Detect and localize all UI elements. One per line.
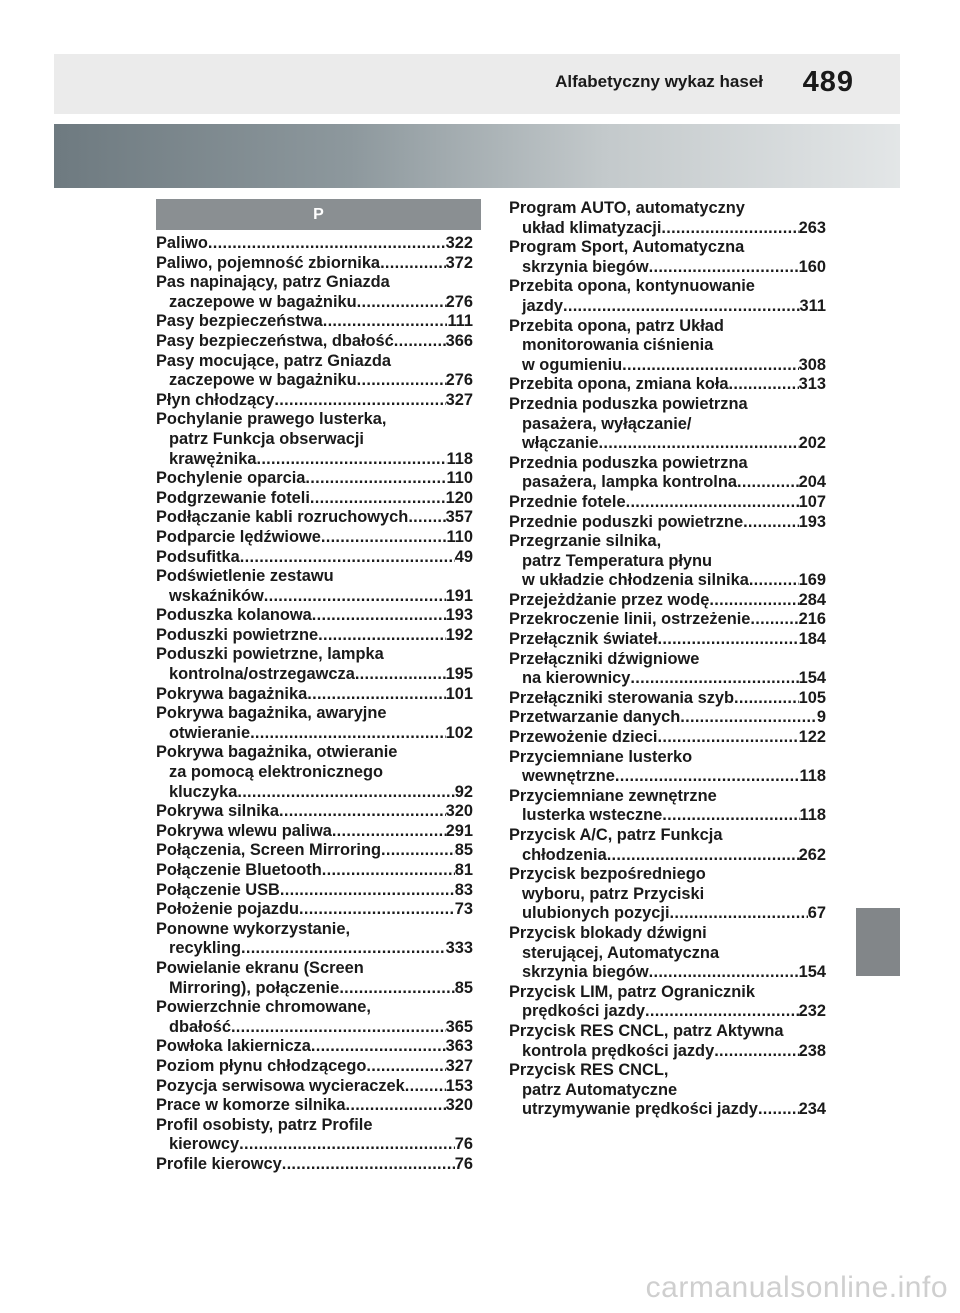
- entry-text: Program Sport, Automatyczna: [509, 238, 745, 257]
- entry-page: 363: [445, 1037, 473, 1056]
- index-entry: [156, 802, 473, 822]
- entry-page: 193: [798, 512, 826, 531]
- entry-text: Przełączniki dźwigniowe: [509, 649, 700, 668]
- dot-leader: [680, 708, 817, 728]
- entry-page: 101: [445, 684, 473, 703]
- dot-leader: [307, 685, 445, 705]
- entry-text: zaczepowe w bagażniku: [169, 371, 357, 390]
- entry-text: wyboru, patrz Przyciski: [522, 884, 705, 903]
- entry-page: 284: [798, 590, 826, 609]
- entry-text: Pokrywa bagażnika, awaryjne: [156, 704, 387, 723]
- entry-page: 322: [445, 234, 473, 252]
- entry-text: wewnętrzne: [522, 767, 615, 786]
- entry-text: dbałość: [169, 1017, 231, 1036]
- entry-text: Pokrywa bagażnika, otwieranie: [156, 743, 398, 762]
- entry-text: Program AUTO, automatyczny: [509, 199, 745, 217]
- index-entry: [156, 391, 473, 411]
- dot-leader: [734, 689, 799, 709]
- index-entry: [509, 689, 826, 709]
- dot-leader: [355, 665, 446, 685]
- entry-page: 327: [445, 390, 473, 409]
- dot-leader: [622, 356, 798, 376]
- dot-leader: [208, 234, 446, 254]
- entry-page: 49: [454, 547, 473, 566]
- dot-leader: [758, 1100, 799, 1120]
- index-entry: [509, 199, 826, 238]
- dot-leader: [250, 724, 446, 744]
- entry-text: Pokrywa silnika: [156, 802, 279, 821]
- dot-leader: [599, 434, 799, 454]
- dot-leader: [750, 610, 798, 630]
- entry-page: 92: [454, 782, 473, 801]
- entry-text: Płyn chłodzący: [156, 390, 275, 409]
- dot-leader: [256, 450, 446, 470]
- entry-page: 81: [454, 861, 473, 879]
- index-entry: [156, 273, 473, 312]
- entry-text: układ klimatyzacji: [522, 218, 662, 237]
- entry-text: Przebita opona, kontynuowanie: [509, 277, 755, 296]
- index-entry: [509, 513, 826, 533]
- index-entry: [156, 312, 473, 332]
- entry-text: Połączenie USB: [156, 880, 280, 899]
- entry-page: 234: [798, 1100, 826, 1119]
- entry-page: 122: [798, 728, 826, 747]
- entry-text: Przycisk RES CNCL,: [509, 1061, 669, 1080]
- index-column-left: [156, 234, 473, 1175]
- entry-text: prędkości jazdy: [522, 1002, 645, 1021]
- dot-leader: [737, 473, 799, 493]
- entry-page: 118: [799, 767, 826, 786]
- entry-text: Pochylenie oparcia: [156, 469, 306, 488]
- entry-page: 154: [798, 963, 826, 982]
- entry-text: Podsufitka: [156, 547, 240, 566]
- dot-leader: [380, 254, 446, 274]
- index-entry: [156, 489, 473, 509]
- entry-page: 202: [798, 434, 826, 453]
- dot-leader: [615, 767, 800, 787]
- entry-page: 9: [816, 708, 826, 727]
- entry-page: 320: [445, 1096, 473, 1115]
- index-entry: [156, 469, 473, 489]
- entry-text: Przełączniki sterowania szyb: [509, 688, 735, 707]
- entry-text: Poduszki powietrzne: [156, 625, 319, 644]
- entry-text: Podświetlenie zestawu: [156, 567, 334, 586]
- entry-text: Ponowne wykorzystanie,: [156, 919, 351, 938]
- entry-text: kontrolna/ostrzegawcza: [169, 665, 355, 684]
- entry-page: 160: [798, 257, 826, 276]
- index-entry: [156, 1057, 473, 1077]
- dot-leader: [645, 1002, 799, 1022]
- dot-leader: [729, 375, 799, 395]
- entry-text: Przekroczenie linii, ostrzeżenie: [509, 610, 751, 629]
- entry-text: chłodzenia: [522, 845, 607, 864]
- entry-text: utrzymywanie prędkości jazdy: [522, 1100, 758, 1119]
- entry-text: kierowcy: [169, 1135, 240, 1154]
- index-entry: [156, 1037, 473, 1057]
- section-title: Alfabetyczny wykaz haseł: [555, 72, 763, 91]
- dot-leader: [241, 939, 446, 959]
- dot-leader: [649, 258, 799, 278]
- decorative-band: [54, 124, 900, 188]
- entry-page: 195: [445, 665, 473, 684]
- dot-leader: [332, 822, 446, 842]
- dot-leader: [658, 630, 799, 650]
- entry-text: jazdy: [522, 296, 563, 315]
- dot-leader: [299, 900, 455, 920]
- dot-leader: [239, 1135, 455, 1155]
- entry-text: Pasy bezpieczeństwa, dbałość: [156, 331, 394, 350]
- dot-leader: [323, 312, 448, 332]
- entry-page: 366: [445, 331, 473, 350]
- entry-page: 193: [445, 606, 473, 625]
- dot-leader: [339, 979, 454, 999]
- entry-page: 76: [454, 1154, 473, 1173]
- dot-leader: [240, 548, 455, 568]
- index-entry: [156, 743, 473, 802]
- entry-text: Profil osobisty, patrz Profile: [156, 1115, 373, 1134]
- dot-leader: [279, 802, 446, 822]
- entry-text: Powierzchnie chromowane,: [156, 998, 371, 1017]
- entry-text: ulubionych pozycji: [522, 904, 670, 923]
- entry-text: Profile kierowcy: [156, 1154, 282, 1173]
- index-entry: [156, 254, 473, 274]
- entry-page: 313: [798, 375, 826, 394]
- index-entry: [509, 610, 826, 630]
- entry-text: Położenie pojazdu: [156, 900, 299, 919]
- entry-page: 110: [446, 527, 473, 546]
- entry-text: Przegrzanie silnika,: [509, 532, 662, 551]
- index-entry: [509, 787, 826, 826]
- entry-text: Poduszki powietrzne, lampka: [156, 645, 384, 664]
- index-column-right: [509, 199, 826, 1120]
- dot-leader: [346, 1096, 446, 1116]
- entry-text: za pomocą elektronicznego: [169, 763, 384, 782]
- entry-text: pasażera, lampka kontrolna: [522, 473, 737, 492]
- entry-text: recykling: [169, 939, 241, 958]
- dot-leader: [408, 508, 445, 528]
- index-entry: [156, 352, 473, 391]
- entry-text: patrz Temperatura płynu: [522, 551, 713, 570]
- entry-text: Powielanie ekranu (Screen: [156, 958, 364, 977]
- dot-leader: [709, 591, 798, 611]
- entry-page: 276: [445, 371, 473, 390]
- index-entry: [509, 317, 826, 376]
- dot-leader: [321, 528, 447, 548]
- thumb-index-tab: [856, 908, 900, 976]
- entry-text: Przetwarzanie danych: [509, 708, 681, 727]
- entry-text: Przewożenie dzieci: [509, 728, 658, 747]
- entry-page: 276: [445, 292, 473, 311]
- index-entry: [156, 704, 473, 743]
- entry-text: Przyciemniane zewnętrzne: [509, 786, 717, 805]
- entry-page: 169: [798, 571, 826, 590]
- index-entry: [509, 238, 826, 277]
- index-entry: [156, 1116, 473, 1155]
- entry-page: 357: [445, 508, 473, 527]
- entry-text: Poziom płynu chłodzącego: [156, 1056, 367, 1075]
- dot-leader: [626, 493, 799, 513]
- dot-leader: [649, 963, 799, 983]
- dot-leader: [714, 1042, 798, 1062]
- index-entry: [509, 708, 826, 728]
- index-entry: [509, 395, 826, 454]
- dot-leader: [280, 881, 455, 901]
- dot-leader: [231, 1018, 446, 1038]
- entry-text: Pasy bezpieczeństwa: [156, 312, 323, 331]
- index-entry: [509, 591, 826, 611]
- entry-text: Podparcie lędźwiowe: [156, 527, 321, 546]
- dot-leader: [657, 728, 798, 748]
- entry-text: Połączenie Bluetooth: [156, 861, 322, 879]
- index-entry: [156, 567, 473, 606]
- index-entry: [156, 508, 473, 528]
- index-entry: [156, 626, 473, 646]
- index-entry: [509, 924, 826, 983]
- entry-text: Połączenia, Screen Mirroring: [156, 841, 381, 860]
- index-entry: [156, 920, 473, 959]
- entry-text: Prace w komorze silnika: [156, 1096, 346, 1115]
- entry-text: Przednia poduszka powietrzna: [509, 394, 748, 413]
- letter-heading: P: [156, 199, 481, 230]
- dot-leader: [394, 332, 446, 352]
- dot-leader: [274, 391, 445, 411]
- entry-page: 105: [798, 688, 826, 707]
- entry-page: 191: [445, 586, 473, 605]
- index-entry: [156, 234, 473, 254]
- entry-page: 262: [798, 845, 826, 864]
- entry-page: 76: [454, 1135, 473, 1154]
- entry-text: Przycisk A/C, patrz Funkcja: [509, 826, 723, 844]
- index-entry: [156, 1155, 473, 1175]
- entry-page: 263: [798, 218, 826, 237]
- index-entry: [156, 410, 473, 469]
- entry-page: 73: [454, 900, 473, 919]
- entry-text: Powłoka lakiernicza: [156, 1037, 311, 1056]
- index-entry: [509, 277, 826, 316]
- entry-text: skrzynia biegów: [522, 963, 649, 982]
- dot-leader: [607, 846, 799, 866]
- dot-leader: [357, 371, 446, 391]
- entry-text: Przednie fotele: [509, 492, 626, 511]
- entry-text: skrzynia biegów: [522, 257, 649, 276]
- entry-text: Przycisk bezpośredniego: [509, 865, 706, 884]
- entry-page: 107: [798, 492, 826, 511]
- entry-text: zaczepowe w bagażniku: [169, 292, 357, 311]
- entry-text: patrz Funkcja obserwacji: [169, 429, 364, 448]
- index-entry: [509, 375, 826, 395]
- dot-leader: [311, 1037, 446, 1057]
- entry-text: Pokrywa wlewu paliwa: [156, 821, 332, 840]
- entry-text: Przycisk RES CNCL, patrz Aktywna: [509, 1021, 784, 1040]
- entry-page: 120: [445, 488, 473, 507]
- dot-leader: [381, 841, 455, 861]
- entry-text: kontrola prędkości jazdy: [522, 1041, 715, 1060]
- entry-page: 83: [454, 880, 473, 899]
- entry-page: 154: [798, 669, 826, 688]
- entry-page: 184: [798, 630, 826, 649]
- index-entry: [156, 548, 473, 568]
- entry-text: otwieranie: [169, 723, 251, 742]
- dot-leader: [743, 513, 799, 533]
- entry-text: krawężnika: [169, 449, 257, 468]
- index-entry: [156, 528, 473, 548]
- entry-text: Przednie poduszki powietrzne: [509, 512, 744, 531]
- entry-page: 102: [445, 723, 473, 742]
- index-entry: [509, 454, 826, 493]
- index-entry: [509, 650, 826, 689]
- entry-text: Przebita opona, zmiana koła: [509, 375, 729, 394]
- index-entry: [156, 332, 473, 352]
- dot-leader: [264, 587, 446, 607]
- entry-page: 216: [798, 610, 826, 629]
- index-entry: [156, 998, 473, 1037]
- entry-text: Mirroring), połączenie: [169, 978, 340, 997]
- dot-leader: [357, 293, 446, 313]
- entry-text: na kierownicy: [522, 669, 631, 688]
- entry-text: monitorowania ciśnienia: [522, 336, 714, 355]
- index-entry: [156, 900, 473, 920]
- index-entry: [156, 606, 473, 626]
- entry-text: Przednia poduszka powietrzna: [509, 453, 748, 472]
- index-entry: [156, 685, 473, 705]
- index-entry: [156, 861, 473, 881]
- entry-page: 192: [445, 625, 473, 644]
- entry-text: kluczyka: [169, 782, 238, 801]
- dot-leader: [305, 469, 446, 489]
- entry-text: w układzie chłodzenia silnika: [522, 571, 749, 590]
- entry-page: 118: [799, 806, 826, 825]
- dot-leader: [318, 626, 446, 646]
- index-entry: [156, 645, 473, 684]
- entry-text: Pas napinający, patrz Gniazda: [156, 273, 390, 292]
- entry-text: Przejeżdżanie przez wodę: [509, 590, 710, 609]
- entry-text: Przycisk LIM, patrz Ogranicznik: [509, 982, 755, 1001]
- entry-text: Podłączanie kabli rozruchowych: [156, 508, 409, 527]
- index-entry: [509, 826, 826, 865]
- entry-page: 118: [446, 449, 473, 468]
- entry-text: sterującej, Automatyczna: [522, 943, 720, 962]
- index-entry: [156, 1096, 473, 1116]
- index-entry: [509, 983, 826, 1022]
- index-entry: [156, 881, 473, 901]
- entry-page: 232: [798, 1002, 826, 1021]
- entry-page: 365: [445, 1017, 473, 1036]
- entry-page: 333: [445, 939, 473, 958]
- entry-text: w ogumieniu: [522, 355, 623, 374]
- index-entry: [509, 532, 826, 591]
- entry-page: 85: [454, 978, 473, 997]
- entry-page: 311: [799, 296, 826, 315]
- entry-page: 291: [445, 821, 473, 840]
- dot-leader: [312, 606, 446, 626]
- entry-page: 111: [447, 312, 473, 331]
- entry-text: Paliwo, pojemność zbiornika: [156, 253, 381, 272]
- entry-text: włączanie: [522, 434, 599, 453]
- entry-page: 238: [798, 1041, 826, 1060]
- entry-page: 153: [445, 1076, 473, 1095]
- dot-leader: [322, 861, 455, 881]
- dot-leader: [282, 1155, 455, 1175]
- entry-text: Przełącznik świateł: [509, 630, 658, 649]
- index-entry: [509, 728, 826, 748]
- index-entry: [509, 493, 826, 513]
- entry-text: lusterka wsteczne: [522, 806, 663, 825]
- dot-leader: [563, 297, 800, 317]
- entry-page: 67: [807, 904, 826, 923]
- entry-text: Pokrywa bagażnika: [156, 684, 308, 703]
- entry-page: 372: [445, 253, 473, 272]
- entry-text: Paliwo: [156, 234, 208, 252]
- dot-leader: [366, 1057, 445, 1077]
- entry-text: patrz Automatyczne: [522, 1080, 678, 1099]
- dot-leader: [310, 489, 446, 509]
- entry-text: pasażera, wyłączanie/: [522, 414, 692, 433]
- index-entry: [509, 865, 826, 924]
- page-header: [54, 54, 900, 114]
- entry-text: Poduszka kolanowa: [156, 606, 312, 625]
- entry-text: Przycisk blokady dźwigni: [509, 923, 707, 942]
- index-entry: [509, 1022, 826, 1061]
- entry-page: 320: [445, 802, 473, 821]
- entry-text: wskaźników: [169, 586, 264, 605]
- index-entry: [509, 630, 826, 650]
- dot-leader: [749, 571, 799, 591]
- index-entry: [156, 1077, 473, 1097]
- index-entry: [509, 1061, 826, 1120]
- entry-text: Pochylanie prawego lusterka,: [156, 410, 387, 429]
- dot-leader: [237, 783, 454, 803]
- entry-text: Przyciemniane lusterko: [509, 747, 693, 766]
- entry-page: 85: [454, 841, 473, 860]
- entry-page: 308: [798, 355, 826, 374]
- entry-text: Pozycja serwisowa wycieraczek: [156, 1076, 405, 1095]
- index-entry: [156, 822, 473, 842]
- dot-leader: [405, 1077, 446, 1097]
- dot-leader: [630, 669, 798, 689]
- dot-leader: [661, 219, 798, 239]
- dot-leader: [670, 904, 808, 924]
- index-entry: [509, 748, 826, 787]
- page-number: 489: [802, 66, 854, 98]
- dot-leader: [662, 806, 799, 826]
- watermark: carmanualsonline.info: [645, 1271, 948, 1304]
- index-entry: [156, 959, 473, 998]
- entry-text: Pasy mocujące, patrz Gniazda: [156, 351, 392, 370]
- entry-text: Podgrzewanie foteli: [156, 488, 310, 507]
- entry-page: 327: [445, 1056, 473, 1075]
- entry-text: Przebita opona, patrz Układ: [509, 316, 724, 335]
- entry-page: 204: [798, 473, 826, 492]
- entry-page: 110: [446, 469, 473, 488]
- index-entry: [156, 841, 473, 861]
